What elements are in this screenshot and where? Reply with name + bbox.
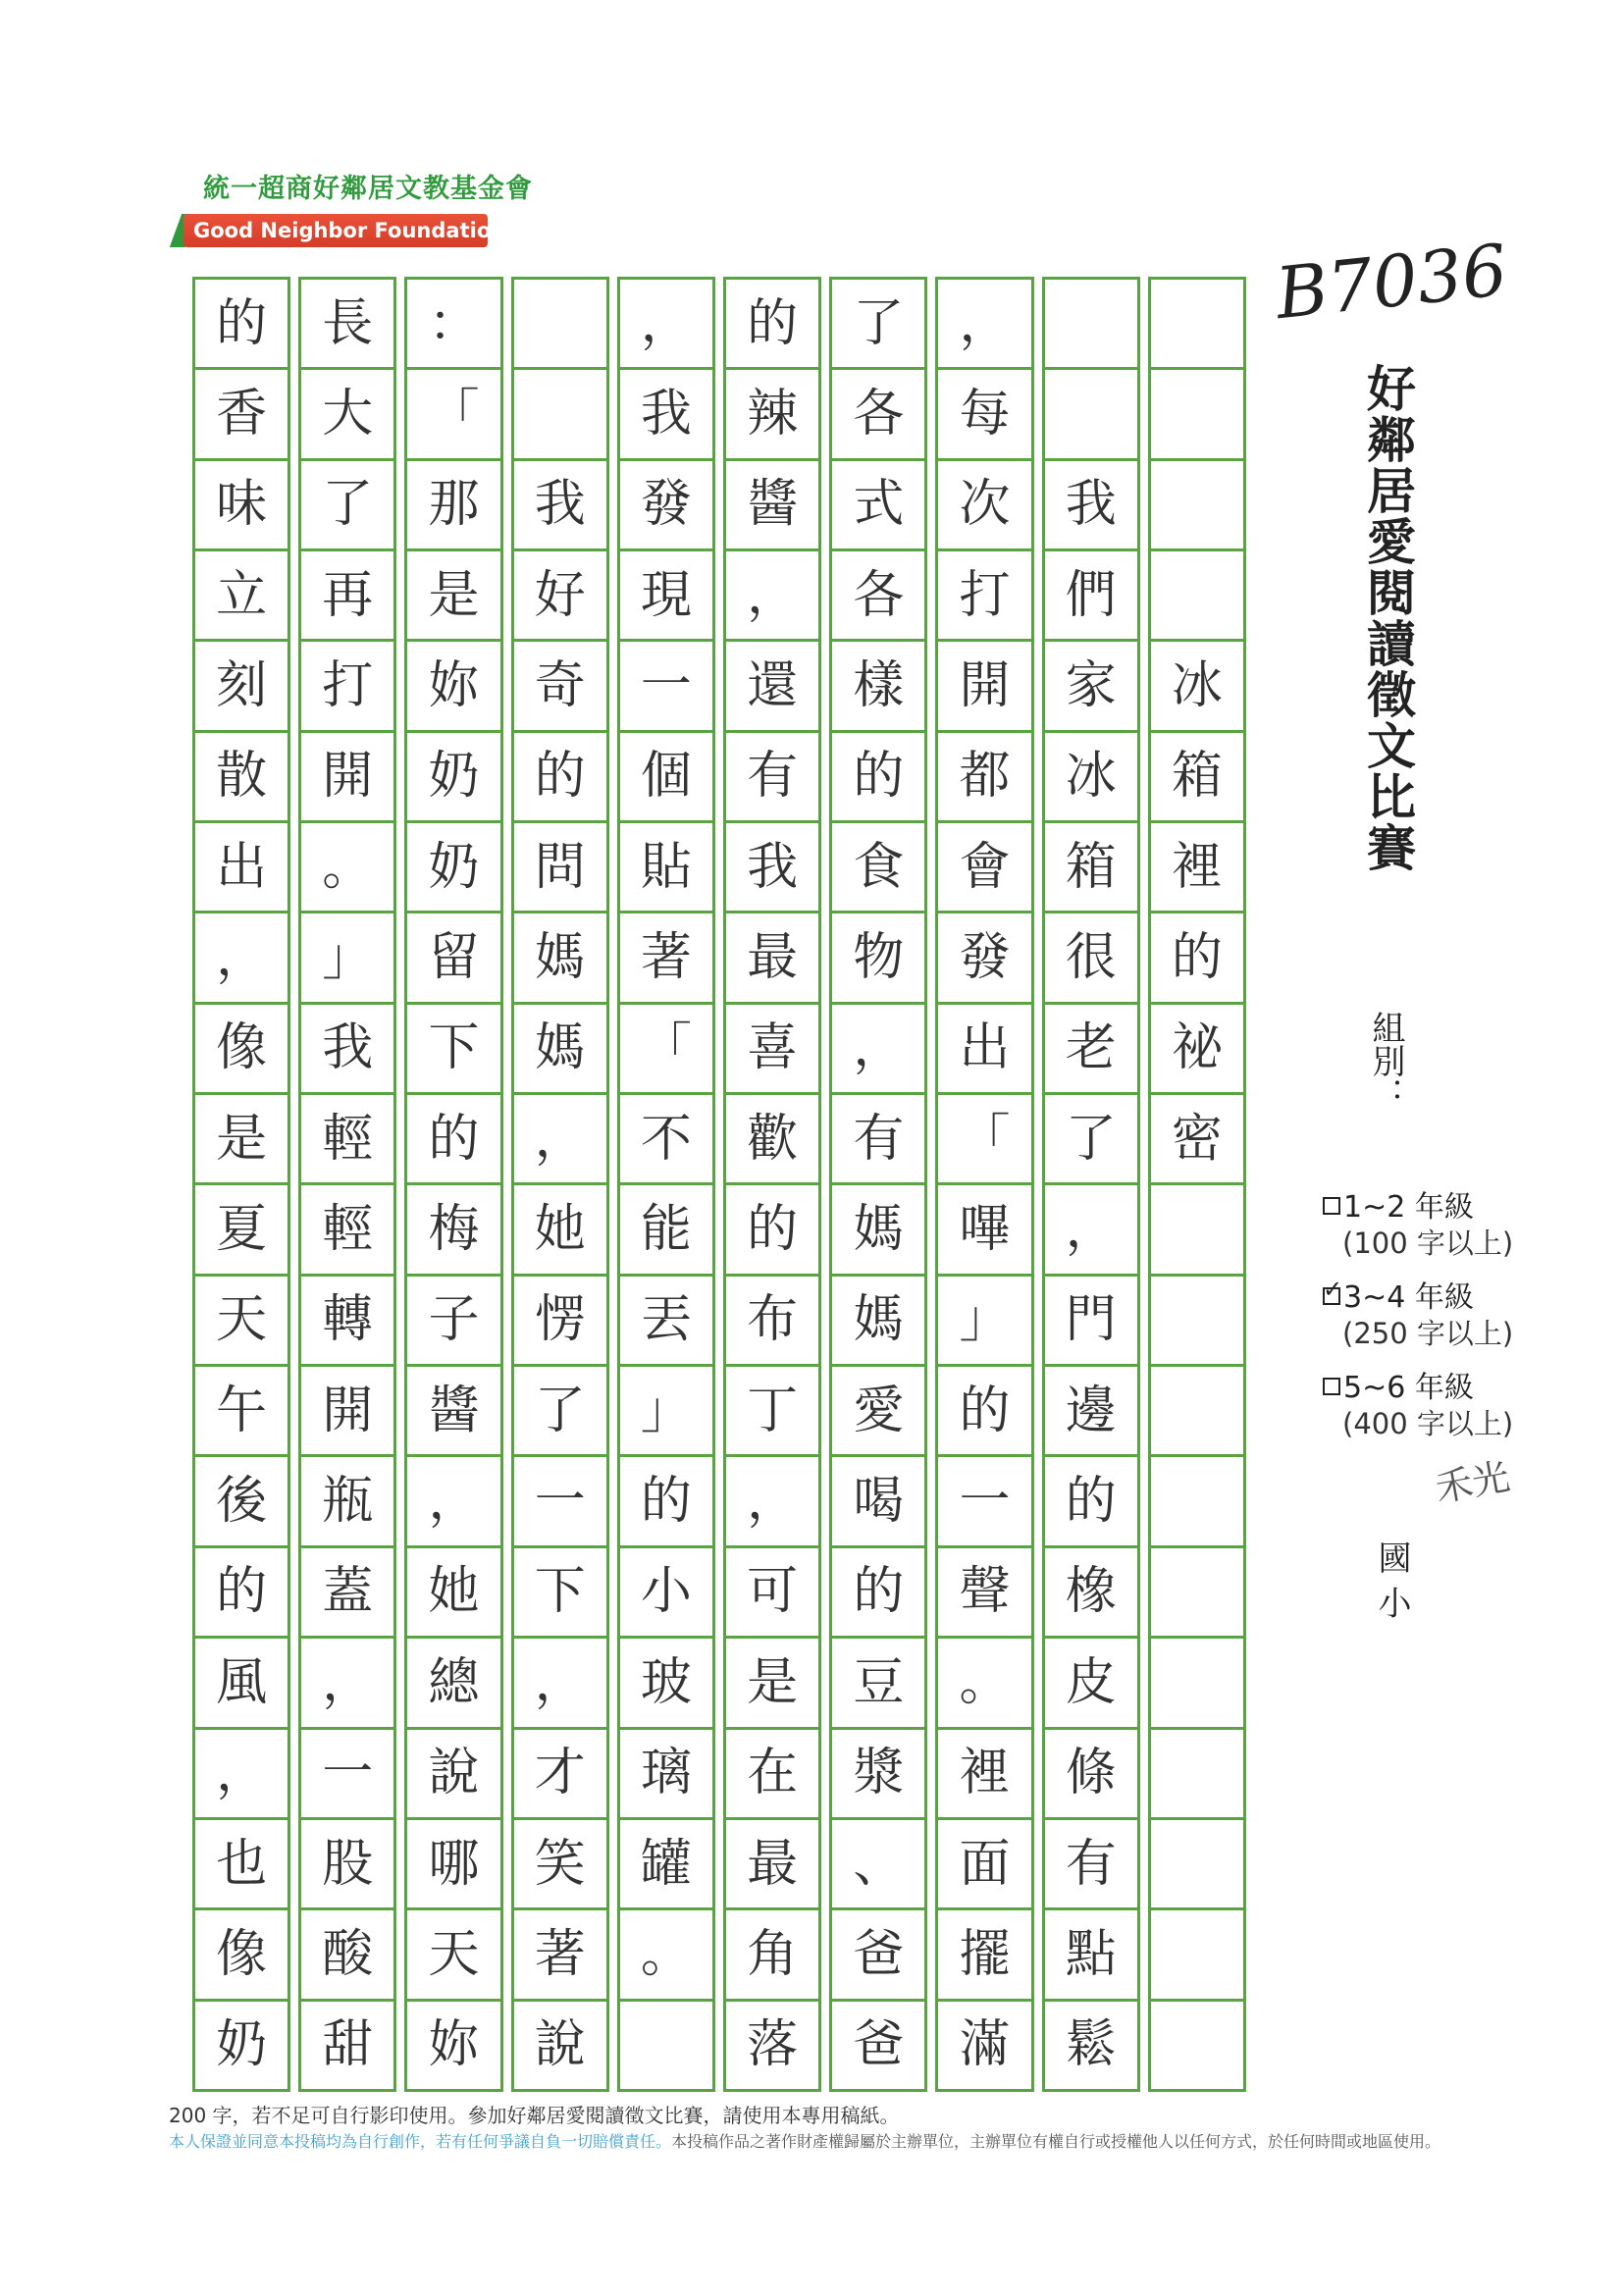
checkbox-icon[interactable] xyxy=(1323,1378,1340,1395)
grade-requirement: (400 字以上) xyxy=(1342,1407,1514,1440)
manuscript-cell: 我 xyxy=(514,461,606,551)
manuscript-cell: 奶 xyxy=(407,823,499,913)
grade-label: 3~4 年級 xyxy=(1343,1280,1474,1315)
manuscript-cell: 」 xyxy=(620,1367,712,1457)
group-label: 組別： xyxy=(1366,1011,1405,1111)
manuscript-cell: 有 xyxy=(726,733,818,823)
manuscript-cell: 我 xyxy=(620,370,712,460)
manuscript-cell: 的 xyxy=(514,733,606,823)
manuscript-cell: 點 xyxy=(1045,1910,1137,2001)
manuscript-cell xyxy=(1151,370,1243,460)
contest-title: 好鄰居愛閱讀徵文比賽 xyxy=(1359,363,1416,873)
manuscript-cell: 輕 xyxy=(301,1095,393,1185)
manuscript-cell: ， xyxy=(620,280,712,370)
manuscript-column xyxy=(192,277,290,2092)
manuscript-cell: 罐 xyxy=(620,1820,712,1910)
manuscript-cell: 的 xyxy=(1151,913,1243,1004)
manuscript-cell: 蓋 xyxy=(301,1548,393,1639)
manuscript-cell: 愣 xyxy=(514,1277,606,1367)
manuscript-cell: 風 xyxy=(195,1639,288,1729)
manuscript-cell: 醬 xyxy=(407,1367,499,1457)
manuscript-cell: 各 xyxy=(832,551,924,642)
manuscript-cell xyxy=(1151,280,1243,370)
manuscript-cell xyxy=(1045,280,1137,370)
manuscript-cell: 條 xyxy=(1045,1730,1137,1820)
manuscript-cell: ： xyxy=(407,280,499,370)
manuscript-cell: 輕 xyxy=(301,1185,393,1276)
manuscript-cell: 她 xyxy=(514,1185,606,1276)
manuscript-cell: 豆 xyxy=(832,1639,924,1729)
manuscript-cell: 午 xyxy=(195,1367,288,1457)
manuscript-cell: 媽 xyxy=(514,1005,606,1095)
manuscript-cell: ， xyxy=(726,551,818,642)
manuscript-column xyxy=(829,277,927,2092)
manuscript-cell: 是 xyxy=(407,551,499,642)
manuscript-cell: 她 xyxy=(407,1548,499,1639)
manuscript-cell: 一 xyxy=(938,1457,1030,1547)
manuscript-cell: 的 xyxy=(938,1367,1030,1457)
manuscript-cell: 橡 xyxy=(1045,1548,1137,1639)
manuscript-column xyxy=(404,277,502,2092)
manuscript-cell: 開 xyxy=(301,1367,393,1457)
manuscript-cell: 我 xyxy=(1045,461,1137,551)
manuscript-cell: 箱 xyxy=(1045,823,1137,913)
manuscript-cell: 才 xyxy=(514,1730,606,1820)
manuscript-cell: 。 xyxy=(301,823,393,913)
manuscript-cell: 媽 xyxy=(514,913,606,1004)
manuscript-cell: 再 xyxy=(301,551,393,642)
manuscript-cell: 奶 xyxy=(407,733,499,823)
manuscript-cell: 的 xyxy=(726,1185,818,1276)
manuscript-cell xyxy=(1151,1910,1243,2001)
manuscript-cell: 落 xyxy=(747,2015,799,2075)
manuscript-cell: 出 xyxy=(938,1005,1030,1095)
manuscript-cell: 那 xyxy=(407,461,499,551)
manuscript-cell: 後 xyxy=(195,1457,288,1547)
manuscript-cell: 打 xyxy=(301,642,393,732)
manuscript-cell: 聲 xyxy=(938,1548,1030,1639)
manuscript-cell: 鬆 xyxy=(1065,2015,1117,2075)
manuscript-cell: 能 xyxy=(620,1185,712,1276)
manuscript-cell: 一 xyxy=(301,1730,393,1820)
footer-disclaimer xyxy=(169,2129,1440,2152)
manuscript-cell xyxy=(1045,370,1137,460)
manuscript-cell: 樣 xyxy=(832,642,924,732)
manuscript-cell: 很 xyxy=(1045,913,1137,1004)
manuscript-cell: 著 xyxy=(620,913,712,1004)
manuscript-cell: 密 xyxy=(1151,1095,1243,1185)
manuscript-cell: 打 xyxy=(938,551,1030,642)
manuscript-cell: 瓶 xyxy=(301,1457,393,1547)
manuscript-cell: 每 xyxy=(938,370,1030,460)
manuscript-cell: 現 xyxy=(620,551,712,642)
manuscript-column xyxy=(511,277,609,2092)
manuscript-cell: 的 xyxy=(620,1457,712,1547)
manuscript-cell: 香 xyxy=(195,370,288,460)
manuscript-cell: 股 xyxy=(301,1820,393,1910)
checkbox-icon[interactable] xyxy=(1323,1197,1340,1215)
manuscript-cell: 個 xyxy=(620,733,712,823)
org-name-en: Good Neighbor Foundation xyxy=(183,214,488,247)
manuscript-cell: 會 xyxy=(938,823,1030,913)
handwritten-signature: 禾光 xyxy=(1432,1454,1513,1511)
manuscript-column xyxy=(617,277,715,2092)
manuscript-cell: 我 xyxy=(726,823,818,913)
manuscript-cell: 裡 xyxy=(938,1730,1030,1820)
manuscript-cell xyxy=(1151,551,1243,642)
manuscript-column xyxy=(298,277,396,2092)
manuscript-cell: 像 xyxy=(195,1005,288,1095)
manuscript-cell: 最 xyxy=(726,1820,818,1910)
manuscript-cell: 笑 xyxy=(514,1820,606,1910)
manuscript-cell xyxy=(514,370,606,460)
manuscript-cell: 在 xyxy=(726,1730,818,1820)
manuscript-cell: 冰 xyxy=(1151,642,1243,732)
manuscript-cell: 刻 xyxy=(195,642,288,732)
manuscript-cell: 都 xyxy=(938,733,1030,823)
manuscript-cell: 的 xyxy=(195,1548,288,1639)
manuscript-cell: 老 xyxy=(1045,1005,1137,1095)
manuscript-cell: 」 xyxy=(938,1277,1030,1367)
manuscript-cell: 次 xyxy=(938,461,1030,551)
manuscript-cell: 的 xyxy=(1045,1457,1137,1547)
manuscript-cell: 」 xyxy=(301,913,393,1004)
manuscript-cell: 漿 xyxy=(832,1730,924,1820)
manuscript-cell xyxy=(620,2002,712,2089)
manuscript-cell: 了 xyxy=(1045,1095,1137,1185)
manuscript-cell: 貼 xyxy=(620,823,712,913)
manuscript-cell: ， xyxy=(726,1457,818,1547)
manuscript-cell: 邊 xyxy=(1045,1367,1137,1457)
manuscript-cell: 了 xyxy=(514,1367,606,1457)
manuscript-cell: 小 xyxy=(620,1548,712,1639)
manuscript-cell: 辣 xyxy=(726,370,818,460)
manuscript-cell: 愛 xyxy=(832,1367,924,1457)
grade-label: 5~6 年級 xyxy=(1343,1371,1474,1405)
manuscript-cell: 的 xyxy=(726,280,818,370)
manuscript-cell: 奇 xyxy=(514,642,606,732)
manuscript-cell: 「 xyxy=(938,1095,1030,1185)
manuscript-cell: 「 xyxy=(620,1005,712,1095)
manuscript-cell: 喜 xyxy=(726,1005,818,1095)
manuscript-cell: 我 xyxy=(301,1005,393,1095)
manuscript-column xyxy=(723,277,821,2092)
manuscript-cell: 哪 xyxy=(407,1820,499,1910)
manuscript-cell: 下 xyxy=(514,1548,606,1639)
manuscript-cell: 各 xyxy=(832,370,924,460)
manuscript-cell xyxy=(1151,1277,1243,1367)
manuscript-cell: 有 xyxy=(832,1095,924,1185)
manuscript-grid xyxy=(192,277,1246,2092)
manuscript-cell: 甜 xyxy=(322,2015,374,2075)
manuscript-cell: 。 xyxy=(938,1639,1030,1729)
footer-disclaimer-highlight: 本人保證並同意本投稿均為自行創作，若有任何爭議自負一切賠償責任。 xyxy=(169,2132,672,2151)
manuscript-cell: 發 xyxy=(938,913,1030,1004)
entry-number: B7036 xyxy=(1272,228,1511,336)
manuscript-cell: 丁 xyxy=(726,1367,818,1457)
checked-checkbox-icon[interactable] xyxy=(1323,1287,1340,1305)
manuscript-cell: 奶 xyxy=(216,2015,268,2075)
manuscript-cell: 是 xyxy=(195,1095,288,1185)
manuscript-cell: ， xyxy=(938,280,1030,370)
manuscript-cell: 的 xyxy=(407,1095,499,1185)
manuscript-cell xyxy=(1151,1548,1243,1639)
manuscript-cell: 下 xyxy=(407,1005,499,1095)
manuscript-cell: 冰 xyxy=(1045,733,1137,823)
manuscript-cell: 家 xyxy=(1045,642,1137,732)
manuscript-cell: 門 xyxy=(1045,1277,1137,1367)
grade-label: 1~2 年級 xyxy=(1343,1190,1474,1225)
manuscript-cell: 角 xyxy=(726,1910,818,2001)
manuscript-cell: 酸 xyxy=(301,1910,393,2001)
manuscript-cell: 有 xyxy=(1045,1820,1137,1910)
manuscript-cell: 媽 xyxy=(832,1277,924,1367)
manuscript-cell: 說 xyxy=(534,2015,586,2075)
manuscript-cell: 最 xyxy=(726,913,818,1004)
manuscript-cell: 味 xyxy=(195,461,288,551)
manuscript-cell xyxy=(1151,1457,1243,1547)
manuscript-cell: 大 xyxy=(301,370,393,460)
manuscript-cell xyxy=(1151,461,1243,551)
manuscript-cell: ， xyxy=(301,1639,393,1729)
manuscript-cell: 擺 xyxy=(938,1910,1030,2001)
school-label: 國小 xyxy=(1372,1540,1411,1631)
manuscript-cell: ， xyxy=(195,913,288,1004)
manuscript-cell: 媽 xyxy=(832,1185,924,1276)
manuscript-cell xyxy=(1151,1367,1243,1457)
manuscript-cell: ， xyxy=(195,1730,288,1820)
manuscript-cell: 爸 xyxy=(832,1910,924,2001)
manuscript-cell: 歡 xyxy=(726,1095,818,1185)
manuscript-column xyxy=(1148,277,1246,2092)
manuscript-cell: 箱 xyxy=(1151,733,1243,823)
footer-disclaimer-rest: 本投稿作品之著作財產權歸屬於主辦單位，主辦單位有權自行或授權他人以任何方式，於任何時間或地區使用。 xyxy=(671,2132,1441,2151)
manuscript-cell: 丟 xyxy=(620,1277,712,1367)
manuscript-column xyxy=(935,277,1033,2092)
manuscript-cell: 子 xyxy=(407,1277,499,1367)
manuscript-cell: 梅 xyxy=(407,1185,499,1276)
manuscript-cell: 、 xyxy=(832,1820,924,1910)
manuscript-cell: 璃 xyxy=(620,1730,712,1820)
manuscript-cell: 一 xyxy=(514,1457,606,1547)
manuscript-cell: 像 xyxy=(195,1910,288,2001)
manuscript-cell: 了 xyxy=(301,461,393,551)
manuscript-cell: 發 xyxy=(620,461,712,551)
manuscript-cell xyxy=(1151,1639,1243,1729)
manuscript-cell: 「 xyxy=(407,370,499,460)
manuscript-cell: 。 xyxy=(620,1910,712,2001)
manuscript-cell: 布 xyxy=(726,1277,818,1367)
manuscript-cell: 面 xyxy=(938,1820,1030,1910)
org-name-cn: 統一超商好鄰居文教基金會 xyxy=(203,174,533,204)
manuscript-cell: 出 xyxy=(195,823,288,913)
grade-option-1-2[interactable] xyxy=(1323,1182,1474,1226)
manuscript-cell: 了 xyxy=(832,280,924,370)
manuscript-cell: 開 xyxy=(938,642,1030,732)
manuscript-cell: 也 xyxy=(195,1820,288,1910)
manuscript-cell: 爸 xyxy=(853,2015,905,2075)
manuscript-cell: 開 xyxy=(301,733,393,823)
manuscript-cell: 滿 xyxy=(959,2015,1011,2075)
manuscript-cell: 式 xyxy=(832,461,924,551)
grade-option-3-4[interactable] xyxy=(1323,1273,1474,1316)
manuscript-column xyxy=(1042,277,1140,2092)
manuscript-cell: 不 xyxy=(620,1095,712,1185)
manuscript-cell: 皮 xyxy=(1045,1639,1137,1729)
manuscript-cell: 們 xyxy=(1045,551,1137,642)
manuscript-cell: 天 xyxy=(407,1910,499,2001)
manuscript-cell: 好 xyxy=(514,551,606,642)
manuscript-cell: 留 xyxy=(407,913,499,1004)
manuscript-cell: 天 xyxy=(195,1277,288,1367)
manuscript-cell: 還 xyxy=(726,642,818,732)
manuscript-cell: ， xyxy=(514,1095,606,1185)
manuscript-cell: 的 xyxy=(832,1548,924,1639)
grade-requirement: (100 字以上) xyxy=(1342,1226,1514,1260)
manuscript-cell: 轉 xyxy=(301,1277,393,1367)
footer-note: 200 字，若不足可自行影印使用。參加好鄰居愛閱讀徵文比賽，請使用本專用稿紙。 xyxy=(169,2104,900,2127)
manuscript-cell xyxy=(1151,1185,1243,1276)
manuscript-cell: 散 xyxy=(195,733,288,823)
manuscript-cell xyxy=(1151,2002,1243,2089)
manuscript-cell: 祕 xyxy=(1151,1005,1243,1095)
manuscript-cell: 可 xyxy=(726,1548,818,1639)
manuscript-cell: 的 xyxy=(832,733,924,823)
manuscript-cell: 一 xyxy=(620,642,712,732)
manuscript-cell: 裡 xyxy=(1151,823,1243,913)
manuscript-cell: 玻 xyxy=(620,1639,712,1729)
manuscript-cell: ， xyxy=(514,1639,606,1729)
manuscript-cell: 長 xyxy=(301,280,393,370)
manuscript-cell: 總 xyxy=(407,1639,499,1729)
manuscript-cell: 醬 xyxy=(726,461,818,551)
manuscript-cell: ， xyxy=(1045,1185,1137,1276)
manuscript-cell xyxy=(514,280,606,370)
manuscript-cell: 食 xyxy=(832,823,924,913)
manuscript-cell: 是 xyxy=(726,1639,818,1729)
manuscript-cell: 問 xyxy=(514,823,606,913)
foundation-logo xyxy=(182,167,533,255)
manuscript-cell: ， xyxy=(832,1005,924,1095)
manuscript-cell: 說 xyxy=(407,1730,499,1820)
manuscript-cell: 物 xyxy=(832,913,924,1004)
manuscript-cell: 的 xyxy=(195,280,288,370)
manuscript-cell: 妳 xyxy=(428,2015,480,2075)
manuscript-cell: ， xyxy=(407,1457,499,1547)
grade-option-5-6[interactable] xyxy=(1323,1363,1474,1406)
manuscript-cell: 著 xyxy=(514,1910,606,2001)
manuscript-cell: 喝 xyxy=(832,1457,924,1547)
manuscript-cell: 立 xyxy=(195,551,288,642)
manuscript-cell xyxy=(1151,1820,1243,1910)
manuscript-cell xyxy=(1151,1730,1243,1820)
manuscript-cell: 妳 xyxy=(407,642,499,732)
manuscript-cell: 夏 xyxy=(195,1185,288,1276)
grade-requirement: (250 字以上) xyxy=(1342,1317,1514,1350)
manuscript-cell: 嗶 xyxy=(938,1185,1030,1276)
